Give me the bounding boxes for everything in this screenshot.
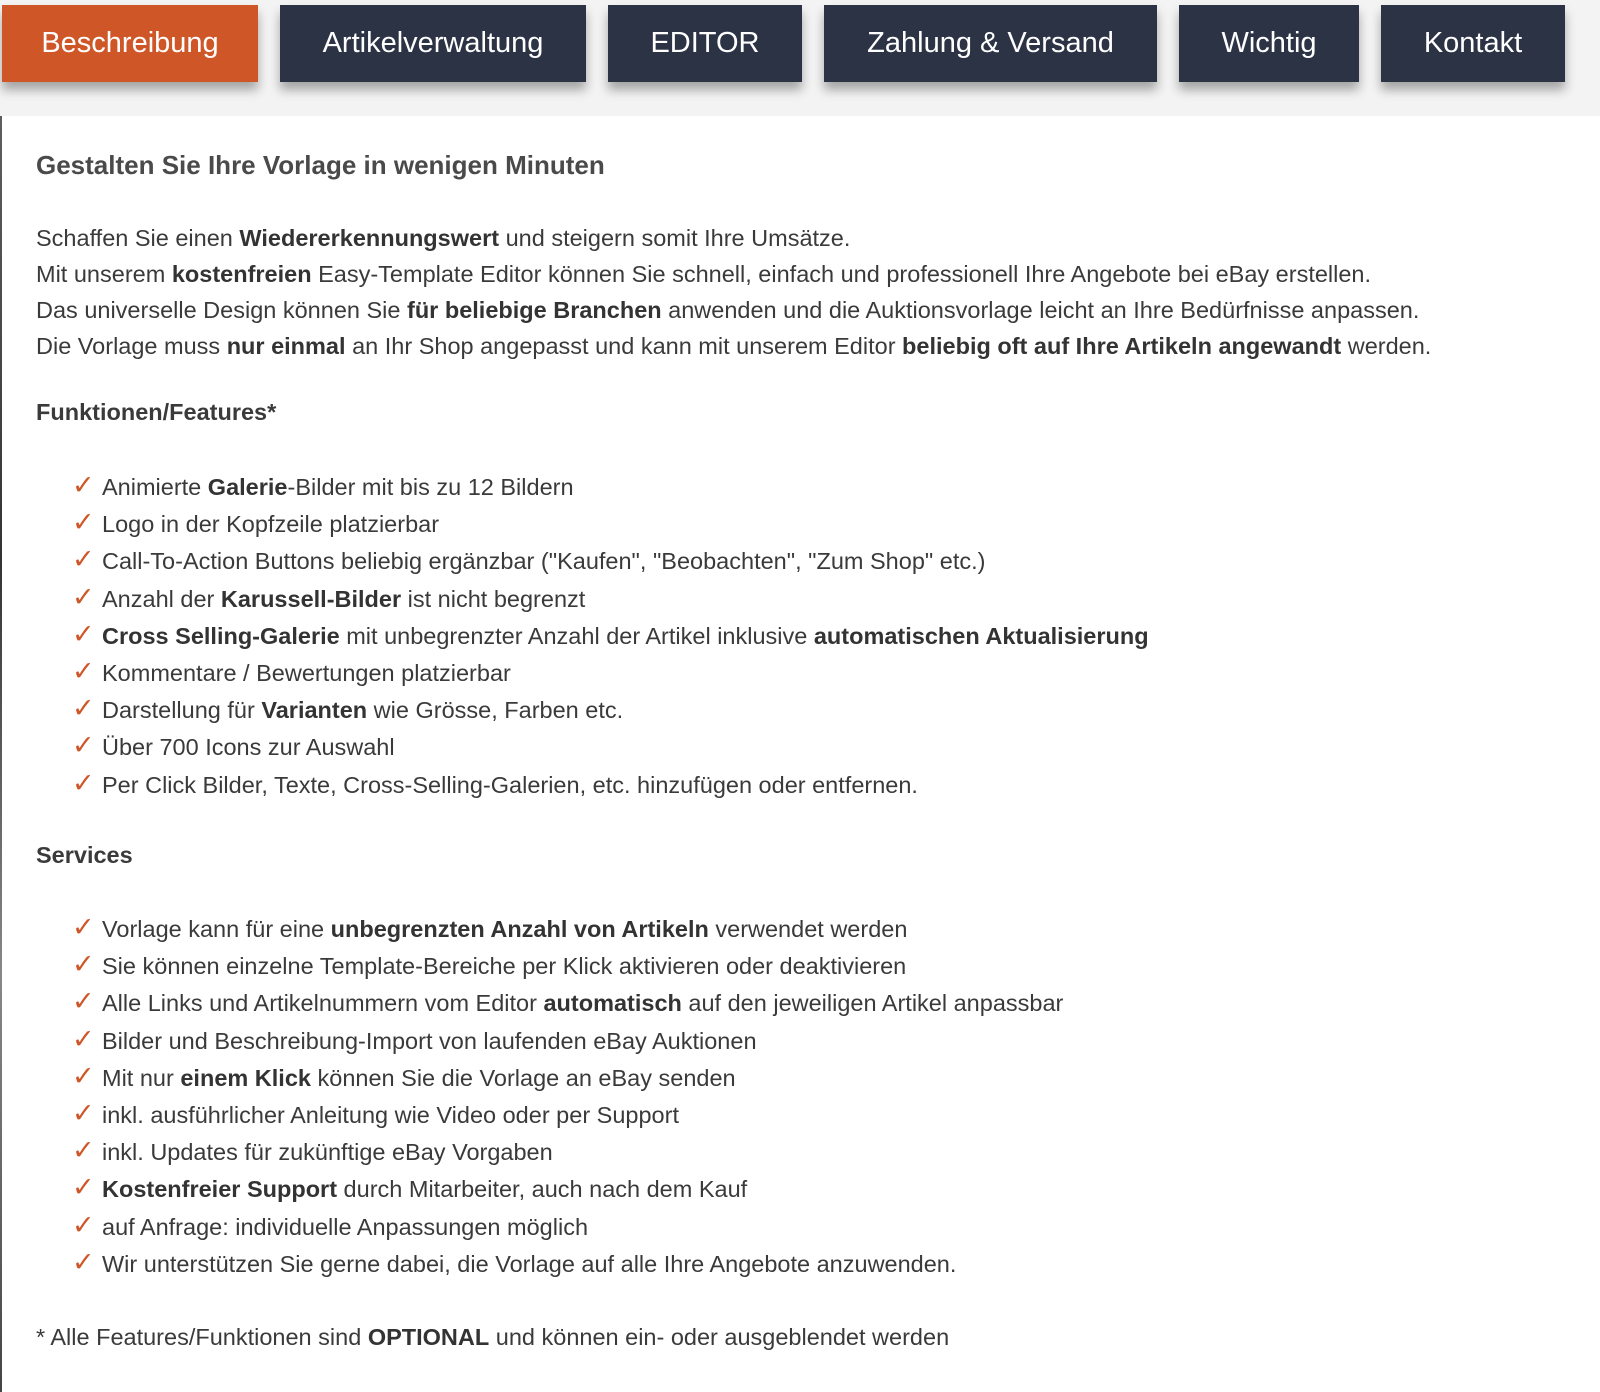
- intro-line: [36, 292, 1431, 328]
- left-edge-border: [0, 0, 2, 1392]
- feature-item-text: Anzahl der: [102, 585, 221, 612]
- feature-item-label: [102, 506, 439, 543]
- service-item: [72, 948, 1063, 985]
- feature-item-text: Kommentare / Bewertungen platzierbar: [102, 659, 511, 686]
- service-item-label: [102, 985, 1063, 1022]
- feature-item-text: Animierte: [102, 474, 208, 500]
- service-item-label: [102, 911, 907, 948]
- feature-item: [72, 655, 1149, 692]
- intro-line-text: Das universelle Design können Sie: [36, 297, 407, 323]
- tab-editor[interactable]: EDITOR: [608, 5, 802, 82]
- intro-line-bold-text: beliebig oft auf Ihre Artikeln angewandt: [902, 333, 1342, 359]
- feature-item-text: mit unbegrenzter Anzahl der Artikel inklusive: [339, 622, 814, 649]
- feature-item: [72, 767, 1149, 804]
- checkmark-icon: ✓: [72, 949, 95, 980]
- feature-item: [72, 618, 1149, 655]
- intro-line-text: Easy-Template Editor können Sie schnell, einfach und professionell Ihre Angebote bei eBay erstellen.: [311, 261, 1372, 287]
- intro-line-text: an Ihr Shop angepasst und kann mit unserem Editor: [345, 333, 903, 359]
- service-item-text: Sie können einzelne Template-Bereiche per Klick aktivieren oder deaktivieren: [102, 953, 907, 980]
- checkmark-icon: ✓: [72, 986, 95, 1017]
- intro-line-bold-text: kostenfreien: [171, 261, 312, 287]
- tab-beschreibung[interactable]: Beschreibung: [2, 5, 258, 82]
- feature-item-label: [102, 581, 585, 618]
- feature-item-text: wie Grösse, Farben etc.: [367, 697, 624, 724]
- feature-item: [72, 729, 1149, 766]
- tab-bar: [0, 0, 1600, 116]
- checkmark-icon: ✓: [72, 1246, 95, 1277]
- feature-item-label: [102, 729, 395, 766]
- checkmark-icon: ✓: [72, 730, 95, 761]
- feature-item: [72, 543, 1149, 580]
- service-item-label: [102, 1097, 679, 1134]
- service-item: [72, 1023, 1063, 1060]
- checkmark-icon: ✓: [72, 1172, 95, 1203]
- feature-item-text: -Bilder mit bis zu 12 Bildern: [287, 474, 574, 500]
- feature-item-label: [102, 543, 985, 580]
- service-item: [72, 985, 1063, 1022]
- feature-item: [72, 469, 1149, 506]
- intro-line-text: Schaffen Sie einen: [36, 225, 240, 251]
- service-item-text: inkl. Updates für zukünftige eBay Vorgaben: [102, 1139, 553, 1166]
- footnote-text: und können ein- oder ausgeblendet werden: [489, 1324, 950, 1350]
- service-item-text: inkl. ausführlicher Anleitung wie Video oder per Support: [102, 1101, 679, 1128]
- service-item: [72, 1209, 1063, 1246]
- footnote-bold-text: OPTIONAL: [367, 1324, 490, 1350]
- service-item-text: Alle Links und Artikelnummern vom Editor: [102, 990, 544, 1017]
- service-item: [72, 1097, 1063, 1134]
- services-list: [72, 911, 1063, 1283]
- feature-item-label: [102, 655, 511, 692]
- service-item: [72, 1134, 1063, 1171]
- feature-item-text: ist nicht begrenzt: [401, 585, 586, 612]
- checkmark-icon: ✓: [72, 1060, 95, 1091]
- checkmark-icon: ✓: [72, 544, 95, 575]
- footnote-text: * Alle Features/Funktionen sind: [36, 1324, 368, 1350]
- service-item-bold-text: unbegrenzten Anzahl von Artikeln: [330, 916, 709, 942]
- service-item: [72, 1246, 1063, 1283]
- checkmark-icon: ✓: [72, 618, 95, 649]
- service-item-label: [102, 948, 906, 985]
- checkmark-icon: ✓: [72, 767, 95, 798]
- feature-item-text: Per Click Bilder, Texte, Cross-Selling-Galerien, etc. hinzufügen oder entfernen.: [102, 771, 918, 798]
- intro-line-text: und steigern somit Ihre Umsätze.: [499, 225, 851, 251]
- feature-item-bold-text: Karussell-Bilder: [220, 585, 402, 612]
- service-item-text: auf Anfrage: individuelle Anpassungen möglich: [102, 1213, 589, 1240]
- feature-item-text: Über 700 Icons zur Auswahl: [102, 734, 395, 761]
- checkmark-icon: ✓: [72, 1209, 95, 1240]
- feature-item-label: [102, 469, 574, 506]
- service-item-bold-text: automatisch: [543, 990, 682, 1017]
- footnote: [36, 1319, 949, 1355]
- features-list: [72, 469, 1149, 804]
- service-item: [72, 1171, 1063, 1208]
- intro-line-text: Die Vorlage muss: [36, 333, 227, 359]
- feature-item-text: Call-To-Action Buttons beliebig ergänzbar ("Kaufen", "Beobachten", "Zum Shop" etc.): [102, 548, 986, 575]
- service-item-label: [102, 1060, 736, 1097]
- intro-line-text: anwenden und die Auktionsvorlage leicht an Ihre Bedürfnisse anpassen.: [661, 297, 1420, 323]
- checkmark-icon: ✓: [72, 507, 95, 538]
- checkmark-icon: ✓: [72, 1097, 95, 1128]
- intro-paragraph: [36, 220, 1431, 364]
- tab-kontakt[interactable]: Kontakt: [1381, 5, 1565, 82]
- checkmark-icon: ✓: [72, 693, 95, 724]
- tab-artikelverwaltung[interactable]: Artikelverwaltung: [280, 5, 586, 82]
- service-item-bold-text: einem Klick: [180, 1064, 311, 1091]
- intro-line: [36, 220, 1431, 256]
- feature-item: [72, 506, 1149, 543]
- feature-item: [72, 581, 1149, 618]
- service-item-label: [102, 1209, 588, 1246]
- feature-item-text: Logo in der Kopfzeile platzierbar: [102, 511, 440, 538]
- service-item-label: [102, 1246, 956, 1283]
- intro-line-bold-text: für beliebige Branchen: [407, 297, 662, 323]
- feature-item-label: [102, 767, 918, 804]
- feature-item: [72, 692, 1149, 729]
- feature-item-bold-text: Varianten: [261, 697, 368, 724]
- feature-item-bold-text: Cross Selling-Galerie: [102, 622, 340, 649]
- service-item: [72, 1060, 1063, 1097]
- service-item-text: auf den jeweiligen Artikel anpassbar: [681, 990, 1064, 1017]
- service-item-text: Wir unterstützen Sie gerne dabei, die Vorlage auf alle Ihre Angebote anzuwenden.: [102, 1250, 957, 1277]
- feature-item-label: [102, 692, 623, 729]
- checkmark-icon: ✓: [72, 655, 95, 686]
- service-item-text: Mit nur: [102, 1064, 181, 1091]
- intro-line-text: werden.: [1341, 333, 1432, 359]
- service-item-text: können Sie die Vorlage an eBay senden: [310, 1064, 736, 1091]
- feature-item-label: [102, 618, 1149, 655]
- intro-line-text: Mit unserem: [36, 261, 172, 287]
- intro-line-bold-text: Wiedererkennungswert: [239, 225, 500, 251]
- service-item-label: [102, 1171, 747, 1208]
- intro-line-bold-text: nur einmal: [226, 333, 346, 359]
- feature-item-bold-text: Galerie: [207, 474, 288, 500]
- service-item-bold-text: Kostenfreier Support: [102, 1176, 338, 1203]
- page-title: Gestalten Sie Ihre Vorlage in wenigen Minuten: [36, 150, 605, 180]
- checkmark-icon: ✓: [72, 581, 95, 612]
- tab-zahlung-versand[interactable]: Zahlung & Versand: [824, 5, 1157, 82]
- checkmark-icon: ✓: [72, 912, 95, 942]
- service-item-text: durch Mitarbeiter, auch nach dem Kauf: [337, 1176, 748, 1203]
- features-title: Funktionen/Features*: [36, 399, 277, 425]
- tab-wichtig[interactable]: Wichtig: [1179, 5, 1359, 82]
- checkmark-icon: ✓: [72, 470, 95, 500]
- feature-item-bold-text: automatischen Aktualisierung: [813, 622, 1149, 649]
- feature-item-text: Darstellung für: [102, 697, 262, 724]
- service-item: [72, 911, 1063, 948]
- service-item-label: [102, 1023, 757, 1060]
- service-item-text: verwendet werden: [708, 916, 908, 942]
- checkmark-icon: ✓: [72, 1135, 95, 1166]
- services-title: Services: [36, 842, 133, 868]
- service-item-label: [102, 1134, 553, 1171]
- service-item-text: Bilder und Beschreibung-Import von laufenden eBay Auktionen: [102, 1027, 757, 1054]
- intro-line: [36, 328, 1431, 364]
- service-item-text: Vorlage kann für eine: [102, 916, 331, 942]
- checkmark-icon: ✓: [72, 1023, 95, 1054]
- intro-line: [36, 256, 1431, 292]
